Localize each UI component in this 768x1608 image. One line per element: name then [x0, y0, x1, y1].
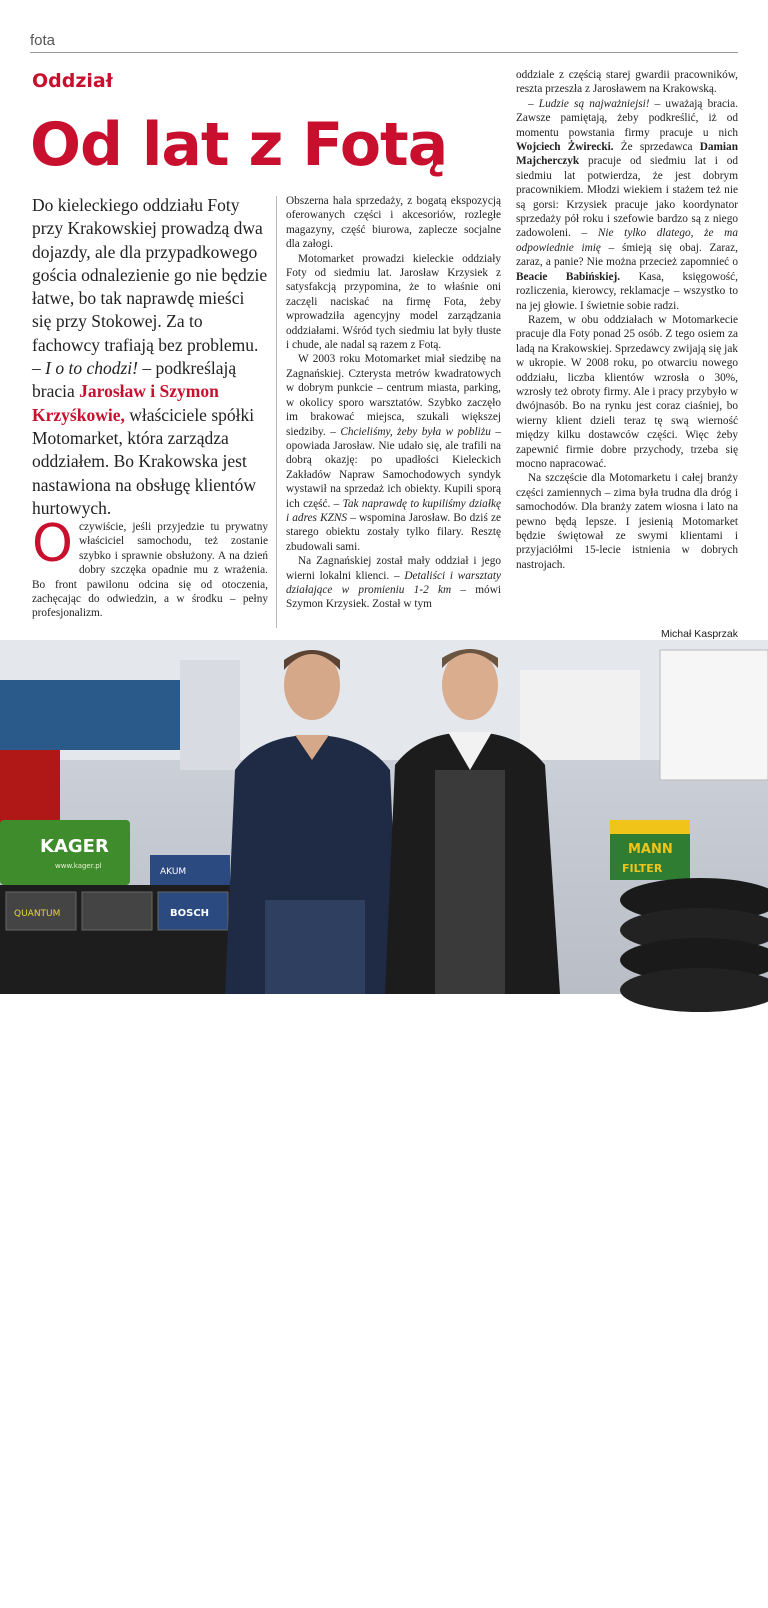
column-divider-1	[276, 196, 277, 628]
col2-p3-text-a: W 2003 roku Motomarket miał siedzibę na Zagnańskiej. Czterysta metrów kwadratowych w dobrym punkcie – centrum miasta, parking, w okolicy sporo warsztatów. Szybko zaczęło im brakować miejsca, szukali większej siedziby. –	[286, 353, 501, 438]
kicker: Oddział	[32, 70, 113, 92]
col3-text-d: pracuje od siedmiu lat i od siedmiu lat potwierdza, że jest dobrym pracownikiem. Młodzi wiekiem i stażem też nie są gorsi: Krzysiek pracuje jako koordynator sprzedaży pół roku i szefowie bardzo są z niego zadowoleni. –	[516, 155, 738, 240]
page-number: 10	[32, 1594, 46, 1608]
col2-p4-text-a: Na Zagnańskiej został mały oddział i jego wierni lokalni klienci. –	[286, 555, 501, 582]
dropcap: O	[32, 514, 73, 574]
col2-p3-text-b: – opowiada Jarosław. Nie udało się, ale trafili na dobrą okazję: po upadłości Kieleckich Zakładów Napraw Samochodowych syndyk wystawił na sprzedaż ich obiekty. Kupili sporą ich część. –	[286, 425, 501, 510]
mann-label: MANN	[628, 842, 673, 857]
col3-text-e: – śmieją się obaj. Zaraz, zaraz, a panie? Nie można przecież zapomnieć o	[516, 241, 738, 269]
section-rule	[30, 52, 738, 53]
col2-p4-quote: Detaliści i warsztaty działające w promieniu 1-2 km	[286, 569, 501, 596]
photo	[0, 640, 768, 1608]
col3-text-c: Że sprzedawca	[613, 141, 700, 154]
lead-text-3: właściciele spółki Motomarket, która zarządza oddziałem. Bo Krakowska jest nastawiona na obsługę klientów hurtowych.	[32, 404, 257, 518]
col3-text-f: Kasa, księgowość, rozliczenia, kierowcy, reklamacje – wszystko to na jej głowie. I świetnie sobie radzi.	[516, 270, 739, 312]
section-label: fota	[30, 32, 56, 49]
magazine-name: Fota	[55, 1594, 80, 1608]
byline: Michał Kasprzak	[660, 628, 738, 640]
col3-quote-2: Nie tylko dlatego, że ma odpowiednie imię	[516, 227, 738, 254]
col2-paragraph-3	[286, 352, 501, 554]
col2-paragraph-2: Motomarket prowadzi kieleckie oddziały Foty od siedmiu lat. Jarosław Krzysiek z satysfakcją przypomina, że to właśnie oni zaczęli naciskać na firmę Fota, żeby wprowadziła agencyjny model zarządzania oddziałami. Wśród tych siedmiu lat były tłuste i chude, ale nadal są razem z Fotą.	[286, 252, 501, 352]
col3-name-2: Damian Majcherczyk	[516, 141, 738, 168]
column-1	[32, 514, 268, 621]
lead-paragraph	[32, 194, 268, 520]
headline: Od lat z Fotą	[30, 110, 448, 180]
col3-paragraph-3: Razem, w obu oddziałach w Motomarkecie pracuje dla Foty ponad 25 osób. Z tego osiem za ladą na Krakowskiej. Sprzedawcy zwijają się jak w ukropie. W 2008 roku, po otwarciu nowego oddziału, liczba klientów wzrosła o 30%, wzrosły też obroty firmy. Ale i pracy przybyło w dwójnasób. Bo na rynku jest coraz ciaśniej, bo wierny klient dzieli teraz tę swą wierność między kilku dostawców części. Więc żeby zapewnić firmie dobre przychody, trzeba się mocno napracować.	[516, 313, 738, 470]
magazine-name-2: FORUM	[82, 1594, 127, 1608]
lead-text-2: – podkreślają bracia	[32, 358, 237, 402]
column-1-text: czywiście, jeśli przyjedzie tu prywatny właściciel samochodu, też zostanie szybko i sprawnie obsłużony. A na dzień dobry szczęka opadnie mu z wrażenia. Bo front pawilonu odcina się od otoczenia, zachęcając do odwiedzin, a w środku – pełny profesjonalizm.	[32, 521, 268, 620]
page-footer: 10 | Fota FORUM	[32, 1594, 127, 1608]
col3-paragraph-1: oddziale z częścią starej gwardii pracowników, reszta przeszła z Jarosławem na Krakowską.	[516, 69, 738, 96]
col2-p4-text-b: – mówi Szymon Krzysiek. Został w tym	[286, 583, 501, 611]
col2-paragraph-1: Obszerna hala sprzedaży, z bogatą ekspozycją oferowanych części i akcesoriów, rozległe magazyny, część biurowa, zaplecze socjalne dla załogi.	[286, 195, 501, 251]
col2-p3-quote-1: Chcieliśmy, żeby była w pobliżu	[340, 425, 491, 438]
col2-p3-text-c: – wspomina Jarosław. Bo dziś ze starego obiektu zostały tylko filary. Resztę zbudowali sami.	[286, 511, 501, 553]
col3-paragraph-4: Na szczęście dla Motomarketu i całej branży części zamiennych – zima była trudna dla dróg i samochodów. Dla branży zatem wiosna i lato na pewno będą lepsze. I jesienią Motomarket będzie świętował ze swymi klientami i przyjaciółmi 15-lecie istnienia w dobrych nastrojach.	[516, 472, 738, 571]
akum-label: AKUM	[160, 867, 187, 877]
lead-text-1: Do kieleckiego oddziału Foty przy Krakowskiej prowadzą dwa dojazdy, ale dla przypadkowego gościa odnalezienie go nie będzie łatwe, bo tak naprawdę mieści się przy Stokowej. Za to fachowcy trafiają bez problemu. –	[32, 195, 268, 379]
col3-name-1: Wojciech Żwirecki.	[516, 141, 614, 154]
column-3	[516, 68, 738, 572]
col3-name-3: Beacie Babińskiej.	[516, 270, 621, 283]
bosch-label: BOSCH	[170, 908, 210, 919]
col3-paragraph-2	[516, 97, 738, 313]
column-2	[286, 194, 501, 612]
lead-names: Jarosław i Szymon Krzyśkowie,	[32, 381, 219, 425]
photo-illustration	[0, 640, 768, 994]
kager-sign-url: www.kager.pl	[55, 862, 102, 870]
col3-text-a: – uważają bracia. Zawsze pamiętają, żeby podkreślić, iż od momentu powstania firmy pracuje u nich	[516, 97, 738, 139]
col2-p3-quote-2: Tak naprawdę to kupiliśmy działkę i adres KZNS	[286, 497, 501, 524]
lead-italic: I o to chodzi!	[45, 358, 138, 379]
col3-quote-1: – Ludzie są najważniejsi!	[528, 97, 650, 110]
battery-label: QUANTUM	[14, 909, 61, 919]
col2-paragraph-4	[286, 554, 501, 612]
kager-sign-label: KAGER	[40, 836, 109, 857]
filter-label: FILTER	[622, 862, 663, 875]
